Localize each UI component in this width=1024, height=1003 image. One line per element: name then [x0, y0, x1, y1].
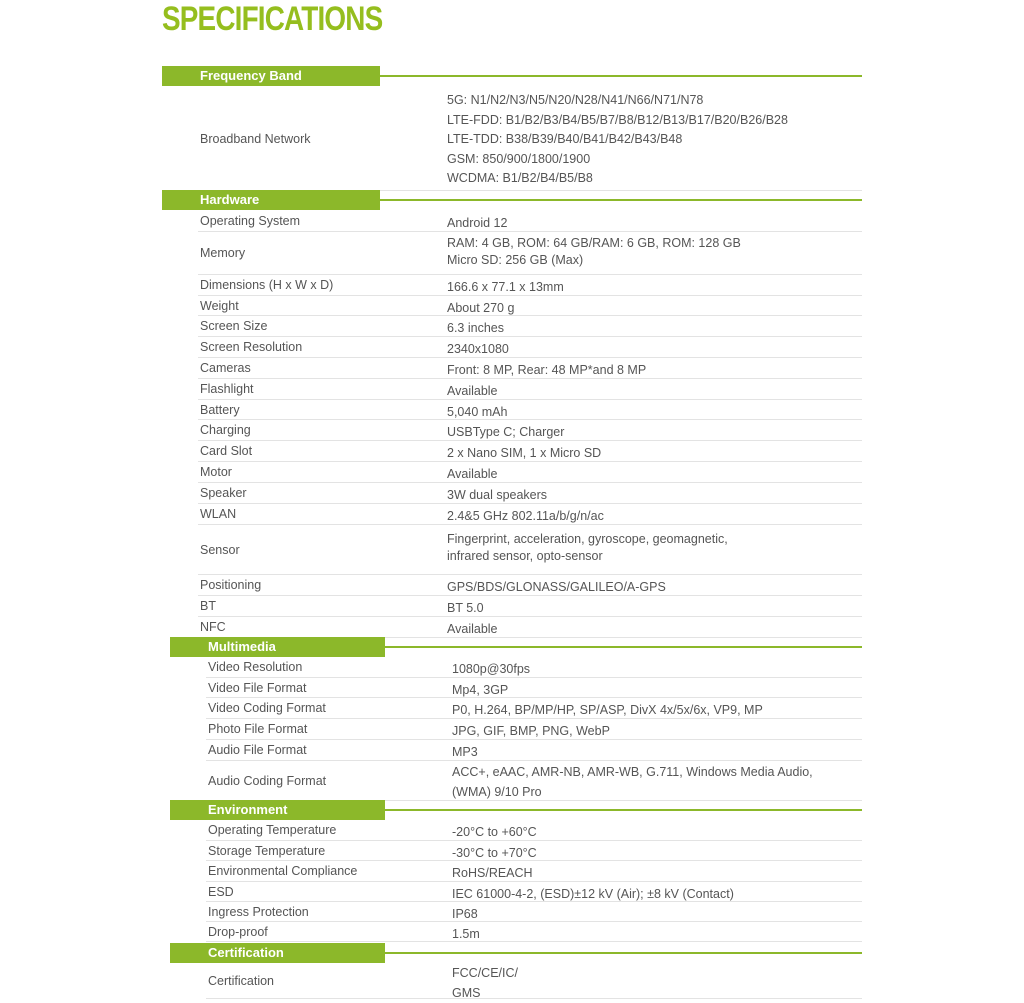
spec-label: Environmental Compliance	[208, 864, 358, 878]
spec-label: Cameras	[200, 361, 251, 375]
spec-value-line: 2.4&5 GHz 802.11a/b/g/n/ac	[447, 509, 604, 523]
spec-value	[452, 722, 610, 741]
spec-value	[447, 319, 504, 338]
spec-value	[452, 743, 478, 762]
spec-row	[206, 882, 862, 902]
spec-value-line: 1080p@30fps	[452, 662, 531, 676]
spec-value-line: LTE-TDD: B38/B39/B40/B41/B42/B43/B48	[447, 132, 683, 146]
spec-value-line: JPG, GIF, BMP, PNG, WebP	[452, 724, 610, 738]
spec-label: Screen Resolution	[200, 340, 303, 354]
section-header-environment	[170, 800, 862, 822]
spec-value-line: Available	[447, 467, 498, 481]
spec-row	[198, 275, 862, 296]
spec-value	[447, 278, 564, 297]
spec-row	[206, 719, 862, 740]
section-header-frequency	[162, 66, 862, 88]
spec-value	[447, 214, 507, 233]
spec-label: Certification	[208, 974, 274, 988]
page-title: SPECIFICATIONS	[162, 0, 383, 38]
section-title: Hardware	[162, 190, 380, 210]
spec-value-line: USBType C; Charger	[447, 425, 565, 439]
spec-row	[198, 483, 862, 504]
spec-value	[452, 864, 533, 883]
spec-row	[198, 596, 862, 617]
spec-value-line: BT 5.0	[447, 601, 484, 615]
section-title: Certification	[170, 943, 385, 963]
spec-row	[198, 316, 862, 337]
spec-value	[447, 382, 498, 401]
spec-value	[452, 925, 480, 944]
spec-value-line: IEC 61000-4-2, (ESD)±12 kV (Air); ±8 kV (Contact)	[452, 887, 734, 901]
spec-row	[198, 296, 862, 316]
spec-label: Motor	[200, 465, 232, 479]
spec-value-line: infrared sensor, opto-sensor	[447, 549, 603, 563]
spec-row	[206, 740, 862, 761]
spec-label: Operating Temperature	[208, 823, 337, 837]
spec-value-line: 6.3 inches	[447, 321, 504, 335]
spec-value-line: IP68	[452, 907, 478, 921]
spec-label: Operating System	[200, 214, 301, 228]
spec-value-line: FCC/CE/IC/	[452, 966, 518, 980]
spec-value-line: Mp4, 3GP	[452, 683, 509, 697]
spec-value-line: Front: 8 MP, Rear: 48 MP*and 8 MP	[447, 363, 647, 377]
spec-value	[452, 963, 518, 1003]
spec-value-line: -20°C to +60°C	[452, 825, 537, 839]
spec-label: Broadband Network	[200, 132, 311, 146]
spec-value	[447, 423, 564, 442]
spec-row	[206, 820, 862, 841]
section-title: Frequency Band	[162, 66, 380, 86]
spec-value-line: GSM: 850/900/1800/1900	[447, 151, 591, 166]
spec-row	[198, 617, 862, 638]
spec-row	[198, 441, 862, 462]
spec-value-line: Android 12	[447, 216, 508, 230]
spec-value-line: GMS	[452, 986, 481, 1000]
spec-value	[447, 507, 604, 526]
spec-row	[198, 525, 862, 575]
section-rule	[380, 75, 862, 77]
spec-value-line: Micro SD: 256 GB (Max)	[447, 253, 584, 267]
spec-value-line: RoHS/REACH	[452, 866, 533, 880]
spec-label: Video Resolution	[208, 660, 303, 674]
spec-value-line: Available	[447, 622, 498, 636]
section-rule	[385, 646, 862, 648]
spec-value	[447, 599, 484, 618]
spec-label: WLAN	[200, 507, 237, 521]
spec-value-line: 166.6 x 77.1 x 13mm	[447, 280, 564, 294]
spec-value-line: ACC+, eAAC, AMR-NB, AMR-WB, G.711, Windows Media Audio,	[452, 765, 813, 779]
spec-label: Sensor	[200, 543, 240, 557]
spec-value	[447, 91, 788, 189]
spec-label: Flashlight	[200, 382, 254, 396]
spec-value	[452, 660, 530, 679]
spec-label: Weight	[200, 299, 239, 313]
spec-value-line: RAM: 4 GB, ROM: 64 GB/RAM: 6 GB, ROM: 128 GB	[447, 236, 741, 250]
spec-label: Battery	[200, 403, 240, 417]
spec-row	[206, 902, 862, 922]
spec-row	[198, 88, 862, 191]
section-rule	[385, 809, 862, 811]
spec-label: Speaker	[200, 486, 247, 500]
spec-row	[206, 678, 862, 698]
spec-value-line: 5G: N1/N2/N3/N5/N20/N28/N41/N66/N71/N78	[447, 93, 704, 107]
spec-value-line: 3W dual speakers	[447, 488, 548, 502]
spec-label: NFC	[200, 620, 226, 634]
spec-value-line: MP3	[452, 745, 478, 759]
spec-value-line: 2340x1080	[447, 342, 509, 356]
section-title: Environment	[170, 800, 385, 820]
spec-value	[447, 531, 728, 565]
section-title: Multimedia	[170, 637, 385, 657]
spec-label: Audio File Format	[208, 743, 307, 757]
spec-label: BT	[200, 599, 216, 613]
spec-value-line: (WMA) 9/10 Pro	[452, 785, 542, 799]
spec-value	[447, 361, 646, 380]
spec-label: Video File Format	[208, 681, 307, 695]
spec-value	[452, 823, 537, 842]
spec-value	[447, 340, 509, 359]
spec-label: Dimensions (H x W x D)	[200, 278, 334, 292]
spec-value-line: WCDMA: B1/B2/B4/B5/B8	[447, 171, 593, 185]
spec-label: Screen Size	[200, 319, 268, 333]
spec-value	[447, 578, 666, 597]
spec-value-line: GPS/BDS/GLONASS/GALILEO/A-GPS	[447, 580, 666, 594]
spec-row	[198, 420, 862, 441]
spec-row	[198, 462, 862, 483]
section-rule	[380, 199, 862, 201]
spec-label: Ingress Protection	[208, 905, 309, 919]
spec-row	[206, 922, 862, 942]
spec-label: Positioning	[200, 578, 262, 592]
spec-row	[198, 232, 862, 275]
spec-row	[206, 698, 862, 719]
spec-value	[447, 235, 741, 269]
spec-row	[198, 337, 862, 358]
spec-row	[206, 841, 862, 861]
spec-label: Drop-proof	[208, 925, 268, 939]
spec-value-line: P0, H.264, BP/MP/HP, SP/ASP, DivX 4x/5x/6x, VP9, MP	[452, 703, 763, 717]
spec-row	[198, 400, 862, 420]
spec-value	[452, 701, 763, 720]
section-header-certification	[170, 943, 862, 965]
spec-value-line: LTE-FDD: B1/B2/B3/B4/B5/B7/B8/B12/B13/B17/B20/B26/B28	[447, 112, 788, 127]
spec-value	[447, 465, 498, 484]
spec-value-line: Fingerprint, acceleration, gyroscope, geomagnetic,	[447, 532, 728, 546]
spec-value	[447, 486, 547, 505]
spec-row	[198, 575, 862, 596]
spec-row	[206, 761, 862, 801]
spec-row	[198, 211, 862, 232]
section-header-hardware	[162, 190, 862, 212]
spec-label: Audio Coding Format	[208, 774, 327, 788]
spec-value	[447, 444, 601, 463]
spec-row	[198, 358, 862, 379]
spec-row	[198, 379, 862, 400]
spec-label: Photo File Format	[208, 722, 308, 736]
spec-label: Memory	[200, 246, 246, 260]
spec-row	[198, 504, 862, 525]
section-header-multimedia	[170, 637, 862, 659]
spec-value	[452, 762, 813, 802]
spec-row	[206, 963, 862, 999]
spec-row	[206, 861, 862, 882]
spec-value-line: 5,040 mAh	[447, 405, 508, 419]
spec-value-line: About 270 g	[447, 301, 515, 315]
spec-label: Storage Temperature	[208, 844, 326, 858]
spec-value-line: 2 x Nano SIM, 1 x Micro SD	[447, 446, 602, 460]
spec-label: Charging	[200, 423, 251, 437]
spec-value-line: Available	[447, 384, 498, 398]
spec-label: ESD	[208, 885, 234, 899]
spec-label: Video Coding Format	[208, 701, 326, 715]
spec-value-line: -30°C to +70°C	[452, 846, 537, 860]
spec-label: Card Slot	[200, 444, 253, 458]
section-rule	[385, 952, 862, 954]
spec-value-line: 1.5m	[452, 927, 480, 941]
spec-row	[206, 657, 862, 678]
